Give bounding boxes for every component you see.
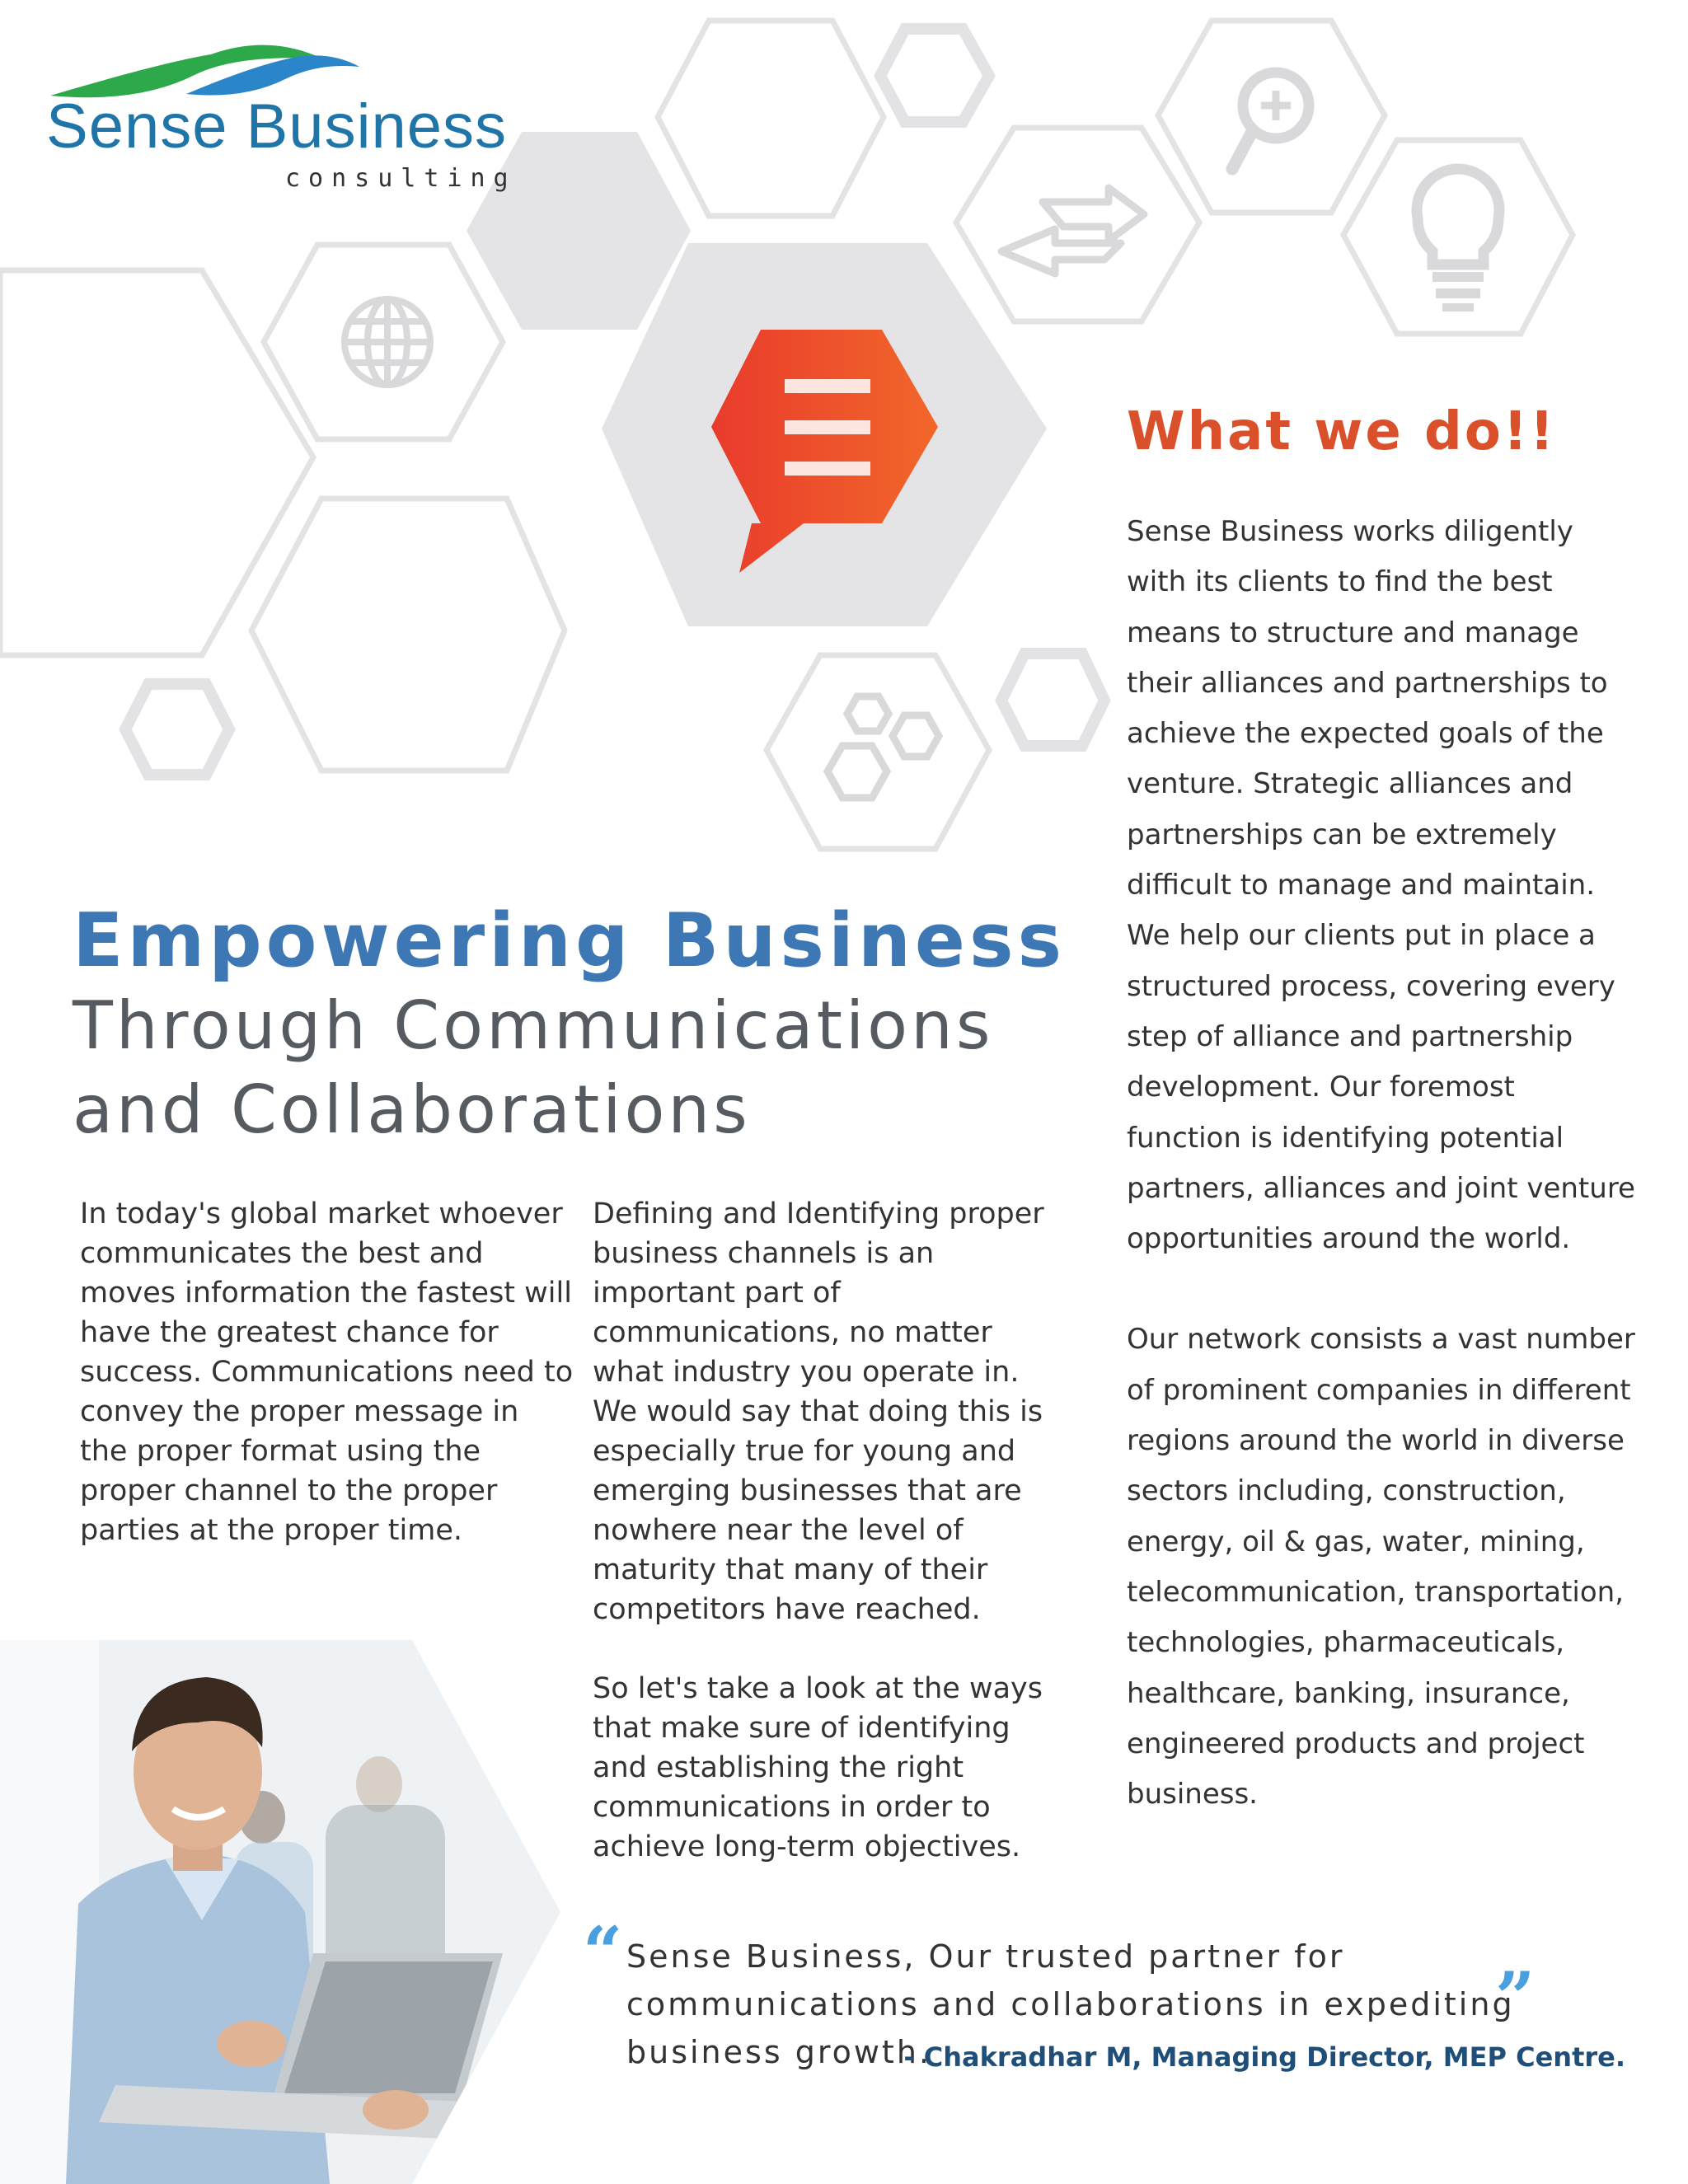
intro-paragraph: In today's global market whoever communicates the best and moves information the fastest will have the greatest chance for success. Communications need to convey the proper message in the proper format using the proper channel to the proper parties at the proper time. [80, 1197, 574, 1547]
what-we-do-paragraph: Sense Business works diligently with its clients to find the best means to structure and manage their alliances and partnerships to achieve the expected goals of the venture. Strategic alliances and partnerships can be extremely difficult to manage and maintain. We help our clients put in place a structured process, covering every step of alliance and partnership development. Our foremost function is identifying potential partners, alliances and joint venture opportunities around the world. [1127, 515, 1635, 1256]
hex-outline [125, 684, 229, 775]
what-we-do-column [1127, 507, 1638, 1820]
logo-tagline: consulting [285, 164, 517, 193]
businessman-photo [0, 1640, 560, 2184]
hexagon-cluster-icon [828, 696, 939, 798]
headline-line-1: Empowering Business [73, 898, 1067, 984]
testimonial-attribution: - Chakradhar M, Managing Director, MEP Centre. [903, 2041, 1625, 2073]
hex-outline [658, 21, 884, 216]
intro-column-2 [593, 1194, 1062, 1867]
hex-outline [251, 499, 565, 771]
open-quote-icon: “ [583, 1911, 623, 1993]
globe-icon [345, 299, 430, 385]
close-quote-icon: ” [1495, 1957, 1536, 2038]
lightbulb-icon [1417, 169, 1499, 312]
magnifier-plus-icon [1232, 73, 1309, 169]
intro-column-1 [80, 1194, 574, 1550]
hex-outline [880, 29, 989, 122]
hex-outline [1158, 21, 1385, 213]
logo-wordmark: Sense Business [46, 91, 507, 162]
intro-paragraph: So let's take a look at the ways that make sure of identifying and establishing the right communications in order to achieve long-term objectives. [593, 1672, 1043, 1863]
what-we-do-paragraph: Our network consists a vast number of prominent companies in different regions around the world in diverse sectors including, construction, energy, oil & gas, water, mining, telecommunication, transportation, technologies, pharmaceuticals, healthcare, banking, insurance, engineered products and project business. [1127, 1323, 1635, 1811]
company-logo [46, 30, 517, 193]
headline-line-2: Through Communications [73, 987, 994, 1064]
main-headline [73, 898, 1103, 1152]
testimonial-quote: Sense Business, Our trusted partner for communications and collaborations in expediting business growth. [626, 1938, 1515, 2070]
intro-paragraph: Defining and Identifying proper business channels is an important part of communications, no matter what industry you operate in. We would say that doing this is especially true for young and emerging businesses that are nowhere near the level of maturity that many of their competitors have reached. [593, 1197, 1044, 1626]
hex-outline [1001, 654, 1104, 746]
what-we-do-title: What we do!! [1127, 401, 1557, 462]
headline-line-3: and Collaborations [73, 1071, 751, 1148]
exchange-arrows-icon [1001, 188, 1144, 274]
